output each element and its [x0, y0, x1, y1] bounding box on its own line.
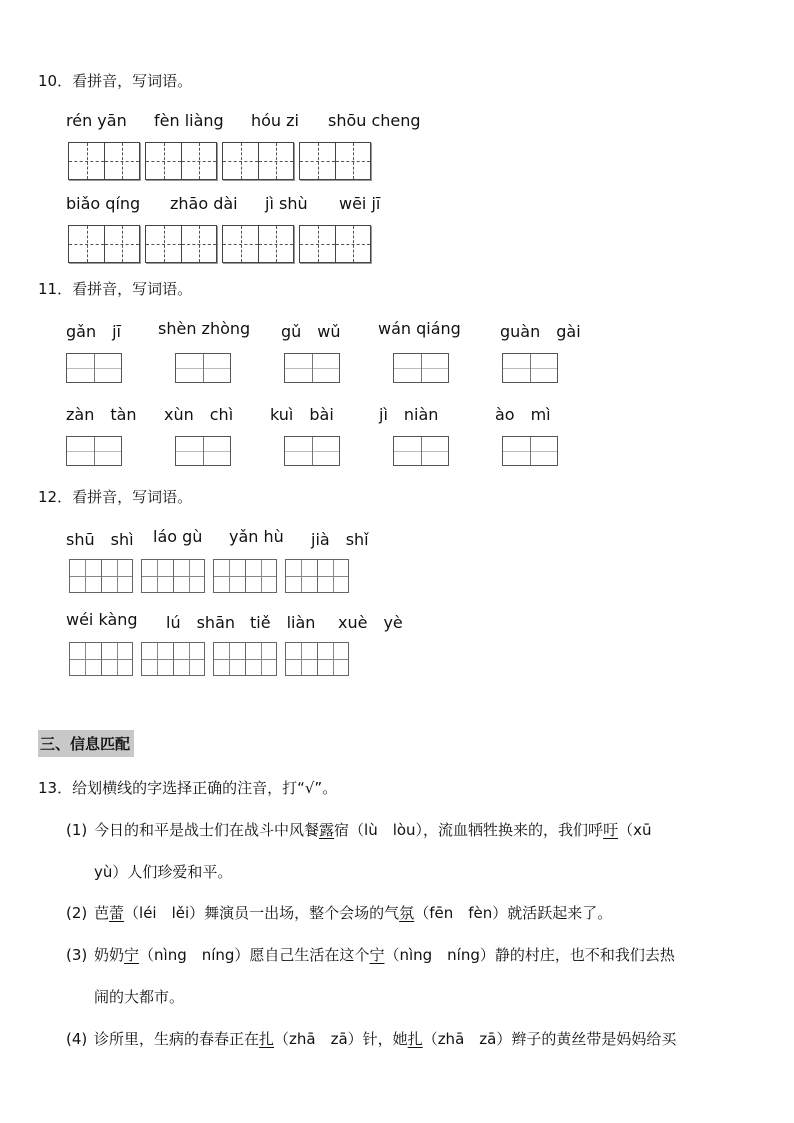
pinyin-word: jià shǐ — [311, 530, 369, 549]
question-10-title: 10．看拼音，写词语。 — [38, 72, 193, 90]
answer-box[interactable] — [141, 642, 205, 676]
item-text[interactable]: （fēn fèn）就活跃起来了。 — [414, 904, 613, 922]
answer-box[interactable] — [141, 559, 205, 593]
item-text[interactable]: （nìng níng）愿自己生活在这个 — [139, 946, 370, 964]
pinyin-word: fèn liàng — [154, 111, 224, 130]
pinyin-word: wán qiáng — [378, 319, 461, 338]
answer-box[interactable] — [145, 142, 217, 180]
item-text[interactable]: （zhā zā）针，她 — [274, 1030, 408, 1048]
answer-box[interactable] — [68, 225, 140, 263]
answer-box[interactable] — [284, 436, 340, 466]
question-12-title: 12．看拼音，写词语。 — [38, 488, 193, 506]
answer-box[interactable] — [284, 353, 340, 383]
item-number: (3) — [66, 946, 88, 964]
answer-box[interactable] — [68, 142, 140, 180]
answer-box[interactable] — [299, 142, 371, 180]
question-11-title: 11．看拼音，写词语。 — [38, 280, 193, 298]
pinyin-word: shèn zhòng — [158, 319, 251, 338]
underlined-char: 扎 — [259, 1030, 275, 1048]
answer-box[interactable] — [502, 436, 558, 466]
answer-box[interactable] — [285, 559, 349, 593]
underlined-char: 宁 — [124, 946, 140, 964]
q13-item-3 — [66, 944, 675, 965]
q13-item-1 — [66, 819, 651, 840]
q13-item-3-continued: 闹的大都市。 — [94, 988, 185, 1006]
item-text[interactable]: （zhā zā）辫子的黄丝带是妈妈给买 — [422, 1030, 677, 1048]
pinyin-word: wéi kàng — [66, 610, 138, 629]
pinyin-word: yǎn hù — [229, 527, 284, 546]
underlined-char: 氛 — [399, 904, 415, 922]
pinyin-word: zhāo dài — [170, 194, 238, 213]
item-text[interactable]: （xū — [618, 821, 652, 839]
item-text: 奶奶 — [94, 946, 125, 964]
pinyin-word: hóu zi — [251, 111, 299, 130]
pinyin-word: rén yān — [66, 111, 127, 130]
pinyin-word: láo gù — [153, 527, 203, 546]
section-heading: 三、信息匹配 — [38, 730, 134, 757]
q13-item-1-continued[interactable]: yù）人们珍爱和平。 — [94, 863, 233, 881]
answer-box[interactable] — [213, 642, 277, 676]
pinyin-word: jì shù — [265, 194, 308, 213]
answer-box[interactable] — [175, 436, 231, 466]
answer-box[interactable] — [69, 642, 133, 676]
underlined-char: 扎 — [407, 1030, 423, 1048]
answer-box[interactable] — [393, 436, 449, 466]
answer-box[interactable] — [69, 559, 133, 593]
underlined-char: 宁 — [369, 946, 385, 964]
underlined-char: 露 — [319, 821, 335, 839]
item-text[interactable]: 宿（lù lòu），流血牺牲换来的，我们呼 — [334, 821, 604, 839]
item-text[interactable]: （nìng níng）静的村庄，也不和我们去热 — [384, 946, 675, 964]
pinyin-word: gǎn jī — [66, 322, 121, 341]
pinyin-word: gǔ wǔ — [281, 322, 341, 341]
answer-box[interactable] — [502, 353, 558, 383]
answer-box[interactable] — [66, 353, 122, 383]
item-text: 今日的和平是战士们在战斗中风餐 — [94, 821, 320, 839]
pinyin-word: jì niàn — [379, 405, 439, 424]
item-text: 诊所里，生病的春春正在 — [94, 1030, 260, 1048]
pinyin-word: shōu cheng — [328, 111, 421, 130]
pinyin-word: wēi jī — [339, 194, 381, 213]
item-number: (1) — [66, 821, 88, 839]
pinyin-word: zàn tàn — [66, 405, 137, 424]
pinyin-word: tiě liàn — [250, 613, 316, 632]
answer-box[interactable] — [222, 225, 294, 263]
underlined-char: 吁 — [603, 821, 619, 839]
item-text[interactable]: （léi lěi）舞演员一出场，整个会场的气 — [124, 904, 400, 922]
pinyin-word: shū shì — [66, 530, 134, 549]
answer-box[interactable] — [222, 142, 294, 180]
q13-item-4 — [66, 1028, 676, 1049]
answer-box[interactable] — [285, 642, 349, 676]
question-13-title: 13．给划横线的字选择正确的注音，打“√”。 — [38, 779, 338, 797]
answer-box[interactable] — [66, 436, 122, 466]
pinyin-word: biǎo qíng — [66, 194, 141, 213]
item-number: (2) — [66, 904, 88, 922]
answer-box[interactable] — [393, 353, 449, 383]
q13-item-2 — [66, 902, 612, 923]
answer-box[interactable] — [213, 559, 277, 593]
answer-box[interactable] — [175, 353, 231, 383]
underlined-char: 蕾 — [109, 904, 125, 922]
item-number: (4) — [66, 1030, 88, 1048]
item-text: 芭 — [94, 904, 110, 922]
answer-box[interactable] — [145, 225, 217, 263]
pinyin-word: kuì bài — [270, 405, 334, 424]
pinyin-word: xuè yè — [338, 613, 403, 632]
pinyin-word: guàn gài — [500, 322, 581, 341]
pinyin-word: ào mì — [495, 405, 551, 424]
answer-box[interactable] — [299, 225, 371, 263]
pinyin-word: lú shān — [166, 613, 236, 632]
pinyin-word: xùn chì — [164, 405, 234, 424]
